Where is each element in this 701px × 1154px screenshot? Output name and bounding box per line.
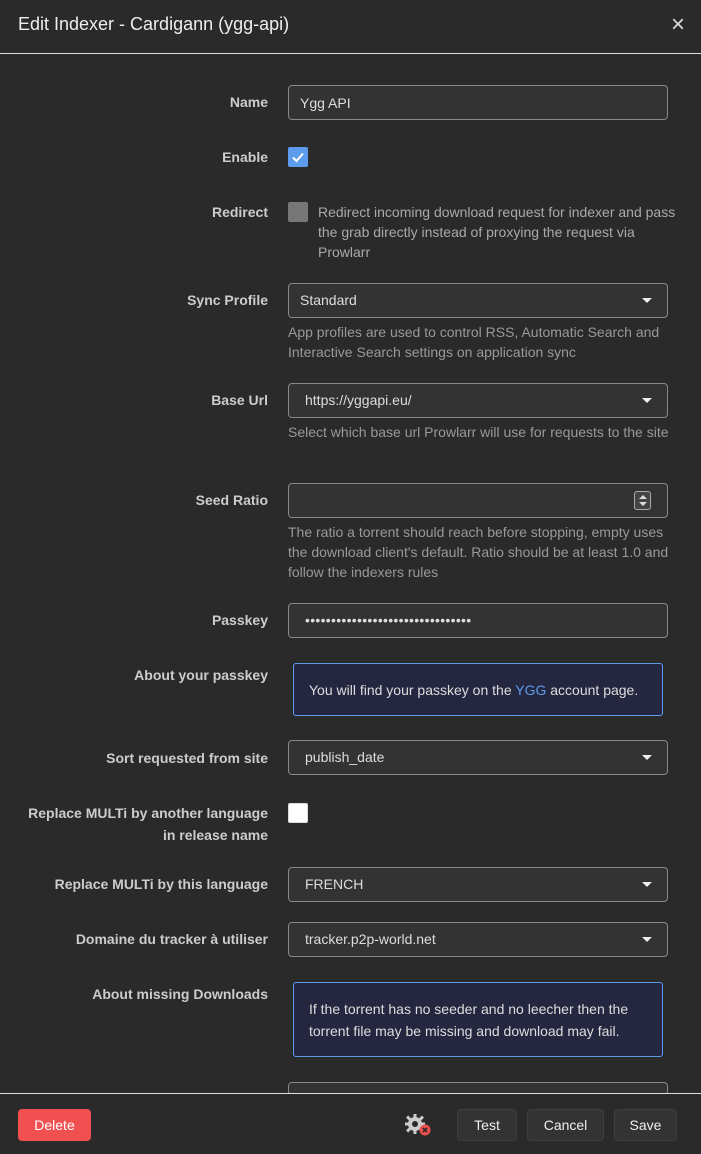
passkey-label: Passkey [211, 612, 268, 628]
sort-value: publish_date [305, 749, 385, 765]
redirect-checkbox[interactable] [288, 202, 308, 222]
next-field-input[interactable] [288, 1082, 668, 1093]
passkey-info-text-before: You will find your passkey on the [309, 682, 516, 698]
chevron-down-icon [642, 882, 652, 887]
base-url-label: Base Url [211, 392, 268, 408]
sync-profile-select[interactable] [288, 283, 668, 318]
chevron-down-icon [642, 937, 652, 942]
number-spinner-icon[interactable] [634, 491, 651, 510]
tracker-domain-select[interactable] [288, 922, 668, 957]
tracker-domain-label: Domaine du tracker à utiliser [75, 931, 268, 947]
chevron-down-icon [642, 398, 652, 403]
replace-multi-label-line2: in release name [162, 827, 268, 843]
modal-footer [0, 1093, 701, 1154]
replace-multi-label-line1: Replace MULTi by another language [28, 805, 268, 821]
redirect-help: Redirect incoming download request for indexer and pass the grab directly instead of proxying the request via Prowlarr [318, 204, 676, 260]
sync-profile-label: Sync Profile [187, 292, 268, 308]
chevron-down-icon [642, 755, 652, 760]
tracker-domain-value: tracker.p2p-world.net [305, 931, 436, 947]
seed-ratio-input[interactable] [288, 483, 668, 518]
multi-language-label: Replace MULTi by this language [54, 876, 268, 892]
seed-ratio-label: Seed Ratio [195, 492, 268, 508]
passkey-info-text-after: account page. [546, 682, 639, 698]
checkmark-icon [289, 148, 307, 166]
passkey-info-alert [293, 663, 663, 716]
replace-multi-checkbox[interactable] [288, 803, 308, 823]
about-passkey-label: About your passkey [134, 667, 268, 683]
redirect-label: Redirect [211, 204, 268, 220]
sort-select[interactable] [288, 740, 668, 775]
modal-title: Edit Indexer - Cardigann (ygg-api) [18, 14, 290, 34]
multi-language-select[interactable] [288, 867, 668, 902]
missing-downloads-alert: If the torrent has no seeder and no leecher then the torrent file may be missing and download may fail. [293, 982, 663, 1057]
test-button[interactable]: Test [457, 1109, 517, 1141]
about-missing-label: About missing Downloads [92, 986, 268, 1002]
base-url-value: https://yggapi.eu/ [305, 392, 412, 408]
sort-label: Sort requested from site [106, 750, 268, 766]
sync-profile-value: Standard [300, 292, 357, 308]
gear-error-icon [403, 1113, 433, 1137]
ygg-link[interactable]: YGG [515, 682, 547, 698]
save-button[interactable]: Save [614, 1109, 677, 1141]
base-url-select[interactable] [288, 383, 668, 418]
enable-label: Enable [222, 149, 268, 165]
modal-header [0, 0, 701, 54]
seed-ratio-help: The ratio a torrent should reach before stopping, empty uses the download client's default. Ratio should be at least 1.0 and follow the indexers rules [288, 524, 669, 580]
enable-checkbox[interactable] [288, 147, 308, 167]
close-icon[interactable]: × [670, 11, 685, 38]
passkey-input[interactable]: •••••••••••••••••••••••••••••••• [288, 603, 668, 638]
chevron-down-icon [642, 298, 652, 303]
multi-language-value: FRENCH [305, 876, 364, 892]
name-input[interactable] [288, 85, 668, 120]
base-url-help: Select which base url Prowlarr will use for requests to the site [288, 424, 669, 440]
modal-body[interactable] [0, 55, 701, 1093]
name-label: Name [229, 94, 268, 110]
sync-profile-help: App profiles are used to control RSS, Automatic Search and Interactive Search settings on application sync [288, 324, 660, 360]
cancel-button[interactable]: Cancel [527, 1109, 604, 1141]
delete-button[interactable]: Delete [18, 1109, 91, 1141]
